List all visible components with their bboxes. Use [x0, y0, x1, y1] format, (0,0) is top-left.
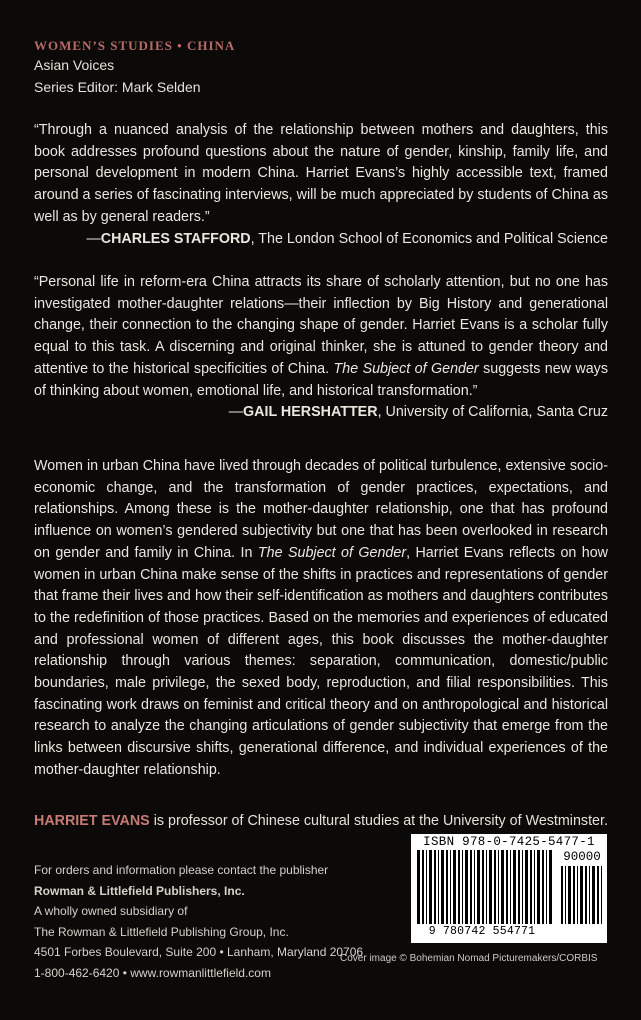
endorser-affiliation: , The London School of Economics and Political Science: [250, 230, 608, 247]
isbn-text: ISBN 978-0-7425-5477-1: [423, 835, 595, 849]
author-bio-text: is professor of Chinese cultural studies at the University of Westminster.: [149, 813, 608, 829]
endorsement-attribution: [34, 229, 608, 251]
ean-bars: [417, 850, 553, 924]
series-name: Asian Voices: [34, 57, 115, 73]
book-title: The Subject of Gender: [257, 544, 407, 561]
author-name: HARRIET EVANS: [34, 813, 150, 829]
series-editor: Series Editor: Mark Selden: [34, 79, 201, 95]
publisher-contact: For orders and information please contact the publisher Rowman & Littlefield Publishers, Inc. A wholly owned subsidiary of The Rowman & Littlefield Publishing Group, Inc. 4501 Forbes Boulevard, Suite 200 • Lanham, Maryland 20706 1-800-462-6420 • www.rowmanlittlefield.com: [34, 860, 363, 983]
publisher-address: 4501 Forbes Boulevard, Suite 200 • Lanham, Maryland 20706: [34, 945, 364, 959]
endorsement-hershatter: [34, 272, 608, 424]
endorser-name: CHARLES STAFFORD: [100, 230, 251, 247]
endorsement-quote: “Through a nuanced analysis of the relationship between mothers and daughters, this book addresses profound questions about the nature of gender, kinship, family life, and personal development in modern China. Harriet Evans’s highly accessible text, framed around a series of fascinating interviews, will be much appreciated by students of China as well as by general readers.”: [34, 122, 608, 225]
barcode-number: 9 780742 554771: [428, 925, 536, 938]
author-bio: [34, 811, 614, 831]
isbn-barcode: [411, 834, 607, 943]
publisher-phone-web: 1-800-462-6420 • www.rowmanlittlefield.com: [34, 965, 271, 980]
price-code: 90000: [563, 850, 601, 864]
endorsement-quote: “Personal life in reform-era China attracts its share of scholarly attention, but no one has investigated mother-daughter relations—their inflection by Big History and generational change, their connection to the changing shape of gender. Harriet Evans is a scholar fully equal to this task. A discerning and original thinker, she is attuned to gender theory and attentive to the historical specificities of China. The Subject of Gender suggests new ways of thinking about women, emotional life, and historical transformation.”: [34, 274, 608, 399]
book-title: The Subject of Gender: [333, 360, 479, 377]
series-category: WOMEN’S STUDIES • CHINA: [34, 38, 236, 53]
endorsement-stafford: [34, 120, 608, 250]
attribution-dash: —: [228, 404, 244, 421]
attribution-dash: —: [86, 230, 101, 247]
book-description: Women in urban China have lived through decades of political turbulence, extensive socio-economic change, and the transformation of gender practices, expectations, and relationships. Among these is the mother-daughter relationship, one that has profound influence on women’s gendered subjectivity but one that has been overlooked in research on gender and family in China. In The Subject of Gender, Harriet Evans reflects on how women in urban China make sense of the shifts in practices and representations of gender that frame their lives and how their self-identification as mothers and daughters contributes to the redefinition of those practices. Based on the memories and experiences of educated and professional women of different ages, this book discusses the mother-daughter relationship through various themes: separation, communication, domestic/public boundaries, male privilege, the sexed body, reproduction, and filial responsibilities. This fascinating work draws on feminist and critical theory and on anthropological and historical research to analyze the changing articulations of gender subjectivity that emerge from the links between discursive shifts, generational difference, and individual experiences of the mother-daughter relationship.: [34, 458, 608, 778]
series-block: [34, 37, 235, 98]
endorser-name: GAIL HERSHATTER: [243, 404, 378, 421]
endorser-affiliation: , University of California, Santa Cruz: [377, 404, 608, 421]
endorsement-attribution: [34, 402, 608, 424]
publisher-name: Rowman & Littlefield Publishers, Inc.: [34, 883, 245, 898]
addon-bars: [561, 866, 603, 924]
cover-credit: Cover image © Bohemian Nomad Picturemakers/CORBIS: [340, 953, 598, 964]
